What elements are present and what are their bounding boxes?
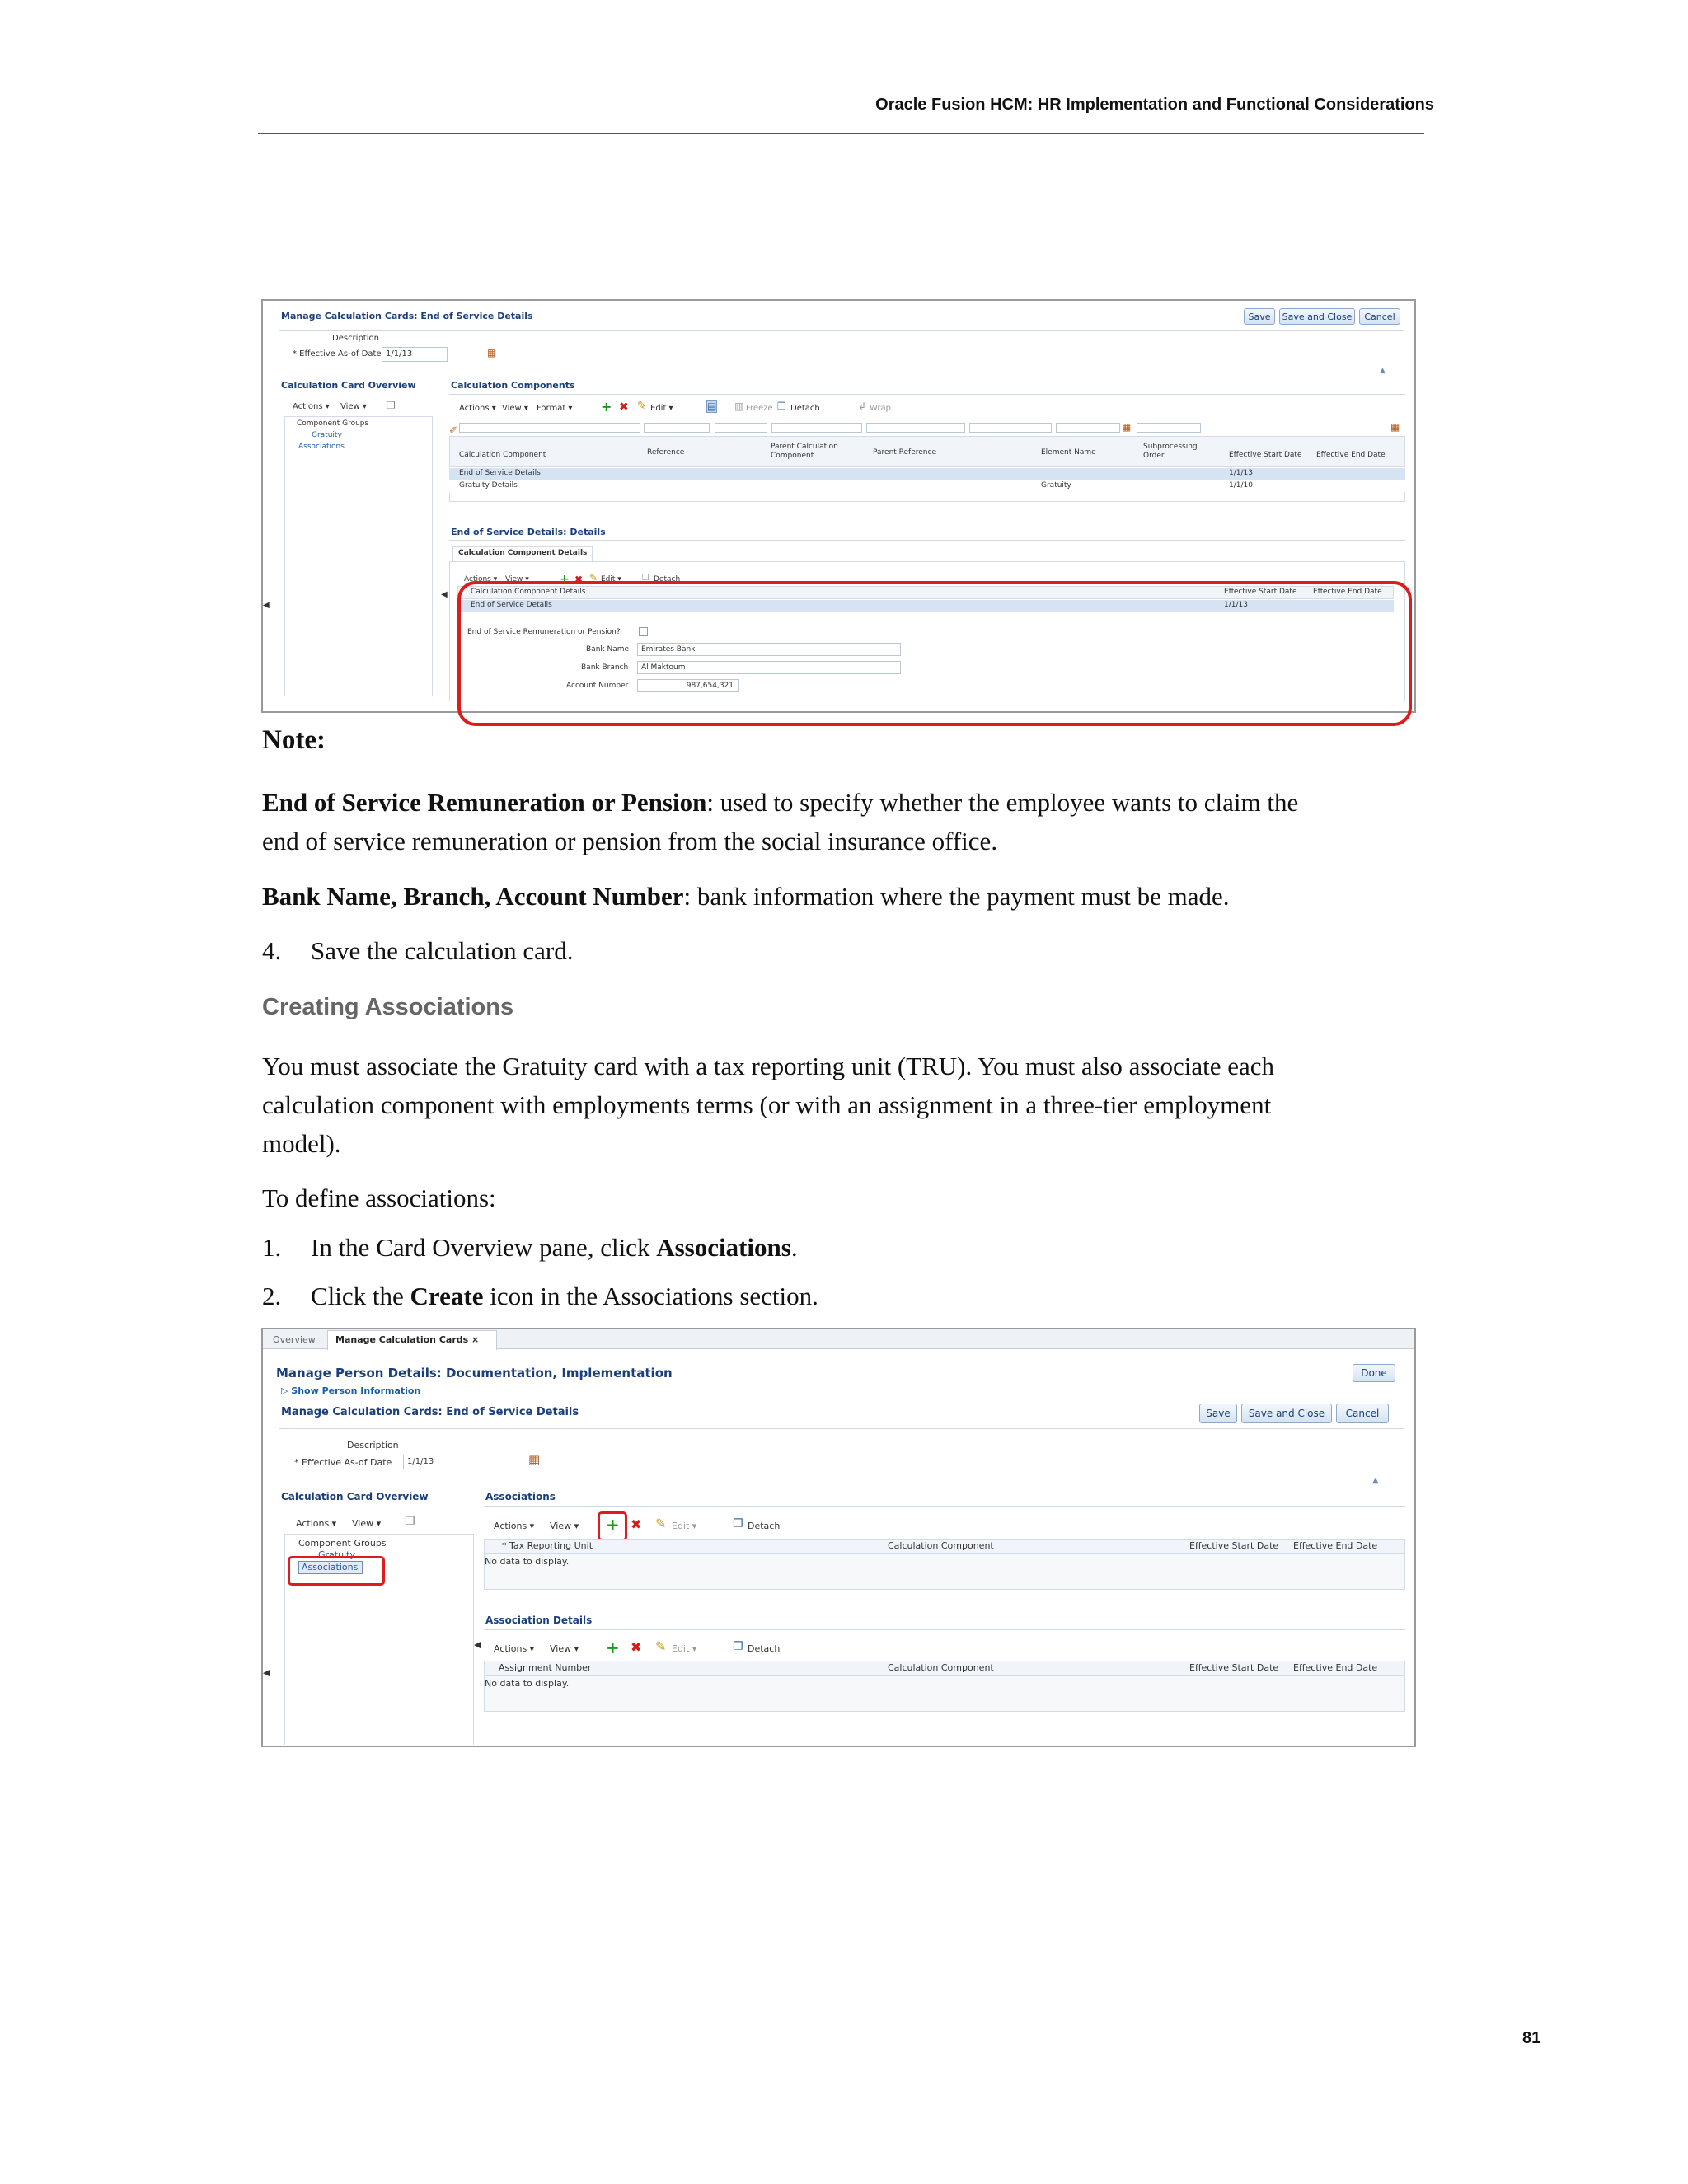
bank-name-label: Bank Name bbox=[586, 645, 630, 654]
term-create: Create bbox=[410, 1282, 484, 1310]
edit-pencil-icon[interactable]: ✎ bbox=[589, 572, 598, 583]
column-header: Calculation Component bbox=[888, 1540, 994, 1551]
collapse-left-icon[interactable]: ◀ bbox=[263, 1667, 270, 1678]
person-title: Manage Person Details: Documentation, Implementation bbox=[276, 1366, 673, 1380]
text: icon in the Associations section. bbox=[483, 1282, 818, 1310]
associations-table-body bbox=[484, 1554, 1405, 1590]
components-title: Calculation Components bbox=[451, 380, 575, 391]
freeze-menu[interactable]: Freeze bbox=[746, 404, 773, 413]
details-view-menu[interactable]: View ▾ bbox=[505, 575, 529, 583]
detach-icon[interactable]: ❐ bbox=[387, 400, 396, 411]
details-view-menu[interactable]: View ▾ bbox=[550, 1643, 579, 1654]
section-heading: Creating Associations bbox=[262, 994, 514, 1020]
step-number: 4. bbox=[262, 936, 282, 965]
description-label: Description bbox=[347, 1440, 399, 1451]
view-menu[interactable]: View ▾ bbox=[550, 1521, 579, 1531]
edit-pencil-icon[interactable]: ✎ bbox=[655, 1638, 667, 1654]
wrap-menu[interactable]: Wrap bbox=[870, 404, 892, 413]
create-icon[interactable]: + bbox=[606, 1638, 620, 1657]
card-title: Manage Calculation Cards: End of Service Details bbox=[281, 311, 533, 321]
text: calculation component with employments terms (or with an assignment in a three-tier employment bbox=[262, 1090, 1272, 1119]
column-header: Reference bbox=[647, 448, 685, 457]
column-header: Parent Reference bbox=[873, 448, 936, 457]
delete-icon[interactable]: ✖ bbox=[574, 574, 584, 585]
column-header: Parent Calculation Component bbox=[771, 443, 838, 460]
text: Click the bbox=[311, 1282, 410, 1310]
calendar-icon[interactable]: ▦ bbox=[1122, 421, 1132, 433]
overview-view-menu[interactable]: View ▾ bbox=[340, 402, 367, 411]
column-header: Effective End Date bbox=[1313, 588, 1382, 596]
column-header: Calculation Component bbox=[459, 451, 546, 459]
table-cell: 1/1/10 bbox=[1229, 481, 1253, 490]
overview-actions-menu[interactable]: Actions ▾ bbox=[293, 402, 330, 411]
save-button[interactable]: Save bbox=[1244, 308, 1275, 325]
details-actions-menu[interactable]: Actions ▾ bbox=[494, 1643, 535, 1654]
screenshot-associations bbox=[261, 1328, 1416, 1747]
paragraph-bank bbox=[262, 877, 1230, 916]
create-icon[interactable]: + bbox=[601, 399, 612, 415]
text: end of service remuneration or pension from the social insurance office. bbox=[262, 827, 998, 855]
bank-branch-input[interactable]: Al Maktoum bbox=[637, 661, 901, 674]
cancel-button[interactable]: Cancel bbox=[1359, 308, 1400, 325]
save-and-close-button[interactable]: Save and Close bbox=[1279, 308, 1355, 325]
column-header: Effective End Date bbox=[1293, 1662, 1378, 1673]
delete-icon[interactable]: ✖ bbox=[631, 1639, 642, 1655]
section-divider bbox=[484, 1506, 1405, 1507]
column-header: Subprocessing Order bbox=[1143, 443, 1198, 460]
wrap-icon[interactable]: ↲ bbox=[858, 401, 867, 412]
paragraph-associations bbox=[262, 1047, 1274, 1163]
filter-field[interactable] bbox=[969, 423, 1052, 433]
query-by-example-icon[interactable]: ▤ bbox=[707, 401, 717, 412]
details-edit-menu[interactable]: Edit ▾ bbox=[672, 1643, 697, 1654]
highlight-create-icon bbox=[598, 1511, 627, 1541]
details-tab[interactable] bbox=[452, 546, 593, 561]
page-number: 81 bbox=[1522, 2029, 1541, 2047]
freeze-icon[interactable]: ▥ bbox=[734, 401, 744, 412]
detach-icon[interactable]: ❐ bbox=[405, 1515, 415, 1528]
section-divider bbox=[449, 540, 1405, 541]
collapse-left-icon[interactable]: ◀ bbox=[263, 601, 270, 610]
section-divider bbox=[484, 1629, 1405, 1630]
associations-title: Associations bbox=[485, 1491, 556, 1502]
filter-field[interactable] bbox=[459, 423, 640, 433]
column-header: Effective Start Date bbox=[1224, 588, 1297, 596]
save-and-close-button[interactable]: Save and Close bbox=[1241, 1404, 1332, 1423]
detach-icon[interactable]: ❐ bbox=[642, 574, 649, 583]
details-table-body bbox=[484, 1675, 1405, 1712]
text: Save the calculation card. bbox=[311, 936, 574, 965]
term-associations: Associations bbox=[656, 1233, 791, 1262]
column-header: Effective Start Date bbox=[1189, 1540, 1279, 1551]
effective-date-input[interactable]: 1/1/13 bbox=[382, 347, 448, 362]
cancel-button[interactable]: Cancel bbox=[1336, 1404, 1389, 1423]
detach-table-icon[interactable]: ❐ bbox=[777, 401, 786, 412]
edit-pencil-icon[interactable]: ✎ bbox=[655, 1516, 667, 1531]
filter-field[interactable] bbox=[866, 423, 965, 433]
bank-name-input[interactable]: Emirates Bank bbox=[637, 643, 901, 656]
show-person-information[interactable]: ▷ Show Person Information bbox=[281, 1385, 421, 1396]
details-actions-menu[interactable]: Actions ▾ bbox=[464, 575, 498, 583]
description-label: Description bbox=[332, 334, 379, 343]
header-rule bbox=[258, 133, 1424, 134]
filter-field[interactable] bbox=[715, 423, 767, 433]
text: : used to specify whether the employee wants to claim the bbox=[706, 788, 1299, 817]
tab-overview[interactable]: Overview bbox=[273, 1334, 316, 1345]
effective-date-label: * Effective As-of Date bbox=[294, 1457, 392, 1468]
table-cell: 1/1/13 bbox=[1224, 601, 1248, 609]
section-divider bbox=[449, 394, 1405, 395]
collapse-left-icon[interactable]: ◀ bbox=[441, 590, 448, 599]
paragraph-define bbox=[262, 1179, 496, 1217]
step-4 bbox=[262, 931, 573, 970]
term-remuneration: End of Service Remuneration or Pension bbox=[262, 788, 707, 817]
no-data-message: No data to display. bbox=[485, 1556, 570, 1567]
show-person-label: Show Person Information bbox=[291, 1385, 421, 1396]
no-data-message: No data to display. bbox=[485, 1678, 570, 1689]
filter-field[interactable] bbox=[1056, 423, 1120, 433]
highlight-details-box bbox=[457, 581, 1412, 726]
step-number: 2. bbox=[262, 1282, 282, 1310]
table-cell: End of Service Details bbox=[471, 601, 552, 609]
card-title: Manage Calculation Cards: End of Service Details bbox=[281, 1406, 579, 1418]
table-cell: 1/1/13 bbox=[1229, 469, 1253, 477]
remuneration-label: End of Service Remuneration or Pension? bbox=[467, 628, 621, 636]
column-header: Assignment Number bbox=[499, 1662, 592, 1673]
details-detach-menu[interactable]: Detach bbox=[654, 575, 681, 583]
bank-branch-label: Bank Branch bbox=[581, 663, 629, 672]
column-header: Calculation Component Details bbox=[471, 588, 586, 596]
table-cell: End of Service Details bbox=[459, 469, 541, 477]
effective-date-label: * Effective As-of Date bbox=[293, 349, 382, 359]
tree-item-component-groups[interactable]: Component Groups bbox=[298, 1538, 387, 1549]
column-header: Effective Start Date bbox=[1189, 1662, 1279, 1673]
edit-pencil-icon[interactable]: ✎ bbox=[637, 400, 647, 413]
text: To define associations: bbox=[262, 1183, 496, 1212]
step-number: 1. bbox=[262, 1233, 282, 1262]
calendar-icon[interactable]: ▦ bbox=[487, 347, 497, 359]
paragraph-remuneration bbox=[262, 783, 1298, 860]
done-button[interactable]: Done bbox=[1353, 1364, 1395, 1382]
collapse-left-icon[interactable]: ◀ bbox=[474, 1639, 481, 1650]
account-number-input[interactable]: 987,654,321 bbox=[637, 679, 739, 692]
actions-menu[interactable]: Actions ▾ bbox=[459, 404, 496, 413]
filter-field[interactable] bbox=[1137, 423, 1201, 433]
tree-item-component-groups[interactable]: Component Groups bbox=[297, 419, 369, 428]
text: In the Card Overview pane, click bbox=[311, 1233, 657, 1262]
detach-table-icon[interactable]: ❐ bbox=[733, 1517, 743, 1530]
components-table-body bbox=[449, 492, 1405, 502]
tree-item-associations[interactable]: Associations bbox=[302, 1562, 359, 1572]
view-menu[interactable]: View ▾ bbox=[502, 404, 528, 413]
column-header: Calculation Component bbox=[888, 1662, 994, 1673]
overview-title: Calculation Card Overview bbox=[281, 380, 416, 391]
text: model). bbox=[262, 1129, 341, 1158]
text: You must associate the Gratuity card with a tax reporting unit (TRU). You must also associate each bbox=[262, 1052, 1275, 1080]
tree-item-associations[interactable]: Associations bbox=[298, 443, 345, 451]
overview-view-menu[interactable]: View ▾ bbox=[352, 1518, 382, 1529]
column-header: Element Name bbox=[1041, 448, 1096, 457]
details-title: End of Service Details: Details bbox=[451, 527, 606, 537]
calendar-icon[interactable]: ▦ bbox=[1390, 421, 1400, 433]
detach-menu[interactable]: Detach bbox=[748, 1521, 781, 1531]
title-divider bbox=[279, 1428, 1404, 1429]
detach-menu[interactable]: Detach bbox=[790, 404, 820, 413]
delete-icon[interactable]: ✖ bbox=[619, 401, 629, 414]
table-row-selected[interactable] bbox=[449, 468, 1405, 480]
filter-field[interactable] bbox=[771, 423, 862, 433]
term-bank: Bank Name, Branch, Account Number bbox=[262, 882, 684, 911]
highlight-associations bbox=[288, 1556, 385, 1586]
actions-menu[interactable]: Actions ▾ bbox=[494, 1521, 535, 1531]
create-icon[interactable]: + bbox=[560, 573, 570, 586]
overview-title: Calculation Card Overview bbox=[281, 1491, 429, 1502]
filter-field[interactable] bbox=[644, 423, 710, 433]
tree-item-gratuity[interactable]: Gratuity bbox=[312, 431, 342, 439]
column-header: Effective End Date bbox=[1293, 1540, 1378, 1551]
text: : bank information where the payment must be made. bbox=[683, 882, 1230, 911]
overview-tree-panel bbox=[284, 416, 433, 696]
clear-filter-icon[interactable]: ✐ bbox=[449, 424, 458, 436]
text: . bbox=[790, 1233, 798, 1262]
delete-icon[interactable]: ✖ bbox=[631, 1516, 642, 1532]
table-cell: Gratuity Details bbox=[459, 481, 518, 490]
calendar-icon[interactable]: ▦ bbox=[528, 1452, 541, 1467]
details-detach-menu[interactable]: Detach bbox=[748, 1643, 781, 1654]
details-tab-label: Calculation Component Details bbox=[458, 549, 588, 557]
overview-actions-menu[interactable]: Actions ▾ bbox=[296, 1518, 337, 1529]
column-header: * Tax Reporting Unit bbox=[502, 1540, 593, 1551]
edit-menu[interactable]: Edit ▾ bbox=[672, 1521, 697, 1531]
table-cell: Gratuity bbox=[1041, 481, 1071, 490]
format-menu[interactable]: Format ▾ bbox=[537, 404, 573, 413]
create-icon[interactable]: + bbox=[606, 1515, 620, 1535]
collapse-icon[interactable]: ▲ bbox=[1372, 1476, 1379, 1485]
title-divider bbox=[279, 330, 1404, 331]
detach-table-icon[interactable]: ❐ bbox=[733, 1640, 743, 1653]
step-2 bbox=[262, 1277, 818, 1315]
effective-date-input[interactable]: 1/1/13 bbox=[403, 1455, 523, 1469]
tab-manage-calculation-cards[interactable]: Manage Calculation Cards × bbox=[335, 1334, 480, 1345]
column-header: Effective Start Date bbox=[1229, 451, 1302, 459]
association-details-title: Association Details bbox=[485, 1615, 593, 1626]
running-header-title: Oracle Fusion HCM: HR Implementation and Functional Considerations bbox=[875, 96, 1434, 114]
edit-menu[interactable]: Edit ▾ bbox=[650, 404, 673, 413]
note-heading: Note: bbox=[262, 725, 326, 755]
collapse-icon[interactable]: ▲ bbox=[1380, 367, 1386, 375]
save-button[interactable]: Save bbox=[1199, 1404, 1237, 1423]
account-number-label: Account Number bbox=[566, 682, 629, 690]
details-edit-menu[interactable]: Edit ▾ bbox=[601, 575, 621, 583]
tree-item-gratuity[interactable]: Gratuity bbox=[318, 1549, 355, 1560]
step-1 bbox=[262, 1228, 798, 1267]
column-header: Effective End Date bbox=[1316, 451, 1386, 459]
